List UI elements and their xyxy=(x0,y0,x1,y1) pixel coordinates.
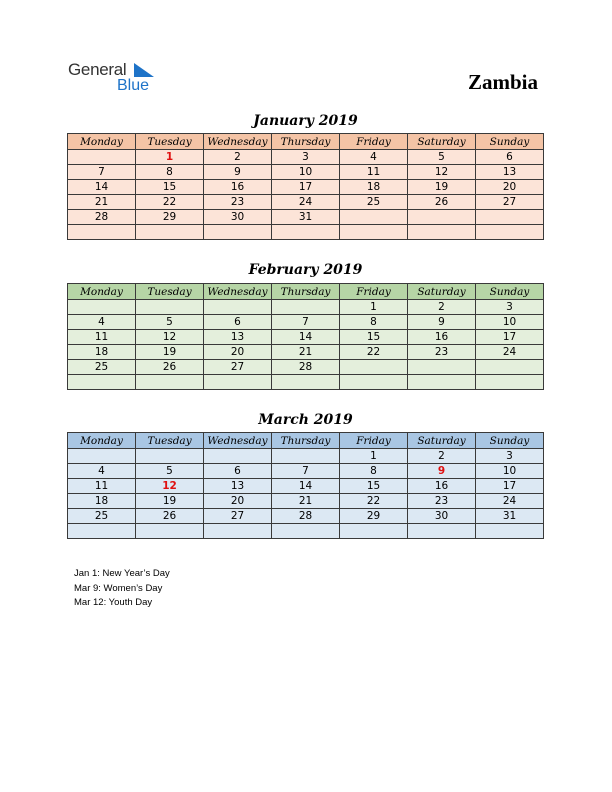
day-cell xyxy=(204,225,272,240)
week-row xyxy=(68,360,544,375)
day-cell xyxy=(136,300,204,315)
day-cell xyxy=(340,360,408,375)
weekday-header-row xyxy=(68,134,544,150)
day-cell: 15 xyxy=(340,330,408,345)
month-title-march: March 2019 xyxy=(258,412,353,428)
week-row xyxy=(68,509,544,524)
calendar-january xyxy=(67,133,544,240)
day-cell: 18 xyxy=(68,494,136,509)
weekday-header: Tuesday xyxy=(136,433,204,449)
weekday-header-row xyxy=(68,284,544,300)
day-cell xyxy=(204,449,272,464)
day-cell: 3 xyxy=(272,150,340,165)
calendar-february xyxy=(67,283,544,390)
day-cell: 31 xyxy=(272,210,340,225)
logo-text-blue: Blue xyxy=(117,77,150,94)
day-cell: 5 xyxy=(136,464,204,479)
day-cell xyxy=(340,225,408,240)
day-cell xyxy=(272,449,340,464)
day-cell: 21 xyxy=(68,195,136,210)
day-cell xyxy=(476,375,544,390)
holiday-note: Jan 1: New Year’s Day xyxy=(74,568,170,579)
day-cell: 7 xyxy=(272,315,340,330)
day-cell xyxy=(408,360,476,375)
day-cell xyxy=(272,524,340,539)
weekday-header: Wednesday xyxy=(204,284,272,300)
day-cell xyxy=(272,225,340,240)
day-cell: 25 xyxy=(68,360,136,375)
weekday-header: Monday xyxy=(68,284,136,300)
day-cell xyxy=(204,524,272,539)
day-cell: 25 xyxy=(340,195,408,210)
weekday-header: Sunday xyxy=(476,433,544,449)
day-cell: 13 xyxy=(204,479,272,494)
day-cell xyxy=(408,225,476,240)
week-row xyxy=(68,494,544,509)
week-row xyxy=(68,315,544,330)
weekday-header: Friday xyxy=(340,284,408,300)
day-cell: 31 xyxy=(476,509,544,524)
day-cell: 2 xyxy=(408,300,476,315)
month-title-february: February 2019 xyxy=(248,262,363,278)
day-cell: 29 xyxy=(340,509,408,524)
day-cell xyxy=(68,225,136,240)
week-row xyxy=(68,150,544,165)
week-row xyxy=(68,300,544,315)
day-cell: 5 xyxy=(136,315,204,330)
weekday-header: Saturday xyxy=(408,433,476,449)
week-row xyxy=(68,180,544,195)
day-cell: 24 xyxy=(272,195,340,210)
day-cell: 14 xyxy=(272,330,340,345)
day-cell: 25 xyxy=(68,509,136,524)
day-cell xyxy=(68,524,136,539)
logo-text-general: General xyxy=(68,60,127,79)
day-cell: 8 xyxy=(136,165,204,180)
week-row xyxy=(68,195,544,210)
day-cell xyxy=(340,210,408,225)
day-cell: 12 xyxy=(136,330,204,345)
day-cell: 30 xyxy=(408,509,476,524)
weekday-header: Saturday xyxy=(408,134,476,150)
day-cell: 22 xyxy=(340,345,408,360)
logo-triangle-icon xyxy=(134,63,154,77)
day-cell: 19 xyxy=(408,180,476,195)
day-cell: 4 xyxy=(68,315,136,330)
day-cell xyxy=(476,524,544,539)
day-cell: 23 xyxy=(204,195,272,210)
day-cell xyxy=(68,375,136,390)
day-cell: 1 xyxy=(340,449,408,464)
weekday-header: Wednesday xyxy=(204,433,272,449)
weekday-header: Saturday xyxy=(408,284,476,300)
day-cell: 28 xyxy=(272,360,340,375)
holiday-note: Mar 12: Youth Day xyxy=(74,597,153,608)
day-cell: 7 xyxy=(272,464,340,479)
day-cell: 27 xyxy=(204,509,272,524)
day-cell xyxy=(136,225,204,240)
day-cell: 10 xyxy=(476,315,544,330)
week-row xyxy=(68,524,544,539)
day-cell: 24 xyxy=(476,345,544,360)
day-cell: 1 xyxy=(136,150,204,165)
day-cell: 28 xyxy=(272,509,340,524)
week-row xyxy=(68,345,544,360)
weekday-header: Sunday xyxy=(476,134,544,150)
weekday-header: Thursday xyxy=(272,134,340,150)
day-cell: 8 xyxy=(340,315,408,330)
day-cell: 3 xyxy=(476,449,544,464)
day-cell: 29 xyxy=(136,210,204,225)
holiday-note: Mar 9: Women’s Day xyxy=(74,582,163,594)
weekday-header: Tuesday xyxy=(136,284,204,300)
day-cell: 20 xyxy=(204,494,272,509)
day-cell xyxy=(204,375,272,390)
week-row xyxy=(68,165,544,180)
week-row xyxy=(68,479,544,494)
weekday-header: Friday xyxy=(340,433,408,449)
day-cell: 24 xyxy=(476,494,544,509)
day-cell: 21 xyxy=(272,345,340,360)
day-cell: 11 xyxy=(68,330,136,345)
day-cell: 17 xyxy=(272,180,340,195)
weekday-header-row xyxy=(68,433,544,449)
day-cell: 8 xyxy=(340,464,408,479)
day-cell xyxy=(272,375,340,390)
day-cell: 14 xyxy=(272,479,340,494)
day-cell: 17 xyxy=(476,479,544,494)
day-cell xyxy=(204,300,272,315)
day-cell: 10 xyxy=(272,165,340,180)
day-cell: 15 xyxy=(340,479,408,494)
day-cell xyxy=(136,524,204,539)
weekday-header: Monday xyxy=(68,433,136,449)
day-cell xyxy=(340,375,408,390)
day-cell: 26 xyxy=(136,509,204,524)
weekday-header: Wednesday xyxy=(204,134,272,150)
week-row xyxy=(68,225,544,240)
day-cell xyxy=(68,150,136,165)
day-cell xyxy=(408,524,476,539)
day-cell: 18 xyxy=(340,180,408,195)
weekday-header: Thursday xyxy=(272,433,340,449)
day-cell: 19 xyxy=(136,494,204,509)
day-cell: 6 xyxy=(204,464,272,479)
day-cell: 20 xyxy=(476,180,544,195)
brand-logo xyxy=(68,60,168,96)
day-cell xyxy=(408,210,476,225)
day-cell: 9 xyxy=(408,315,476,330)
day-cell: 15 xyxy=(136,180,204,195)
day-cell: 23 xyxy=(408,345,476,360)
day-cell: 17 xyxy=(476,330,544,345)
day-cell: 9 xyxy=(204,165,272,180)
week-row xyxy=(68,449,544,464)
day-cell: 16 xyxy=(204,180,272,195)
month-title-january: January 2019 xyxy=(253,113,358,129)
day-cell: 28 xyxy=(68,210,136,225)
day-cell: 14 xyxy=(68,180,136,195)
day-cell xyxy=(476,210,544,225)
week-row xyxy=(68,210,544,225)
day-cell: 4 xyxy=(68,464,136,479)
day-cell xyxy=(136,375,204,390)
day-cell xyxy=(340,524,408,539)
day-cell: 20 xyxy=(204,345,272,360)
day-cell: 7 xyxy=(68,165,136,180)
day-cell xyxy=(272,300,340,315)
country-name: Zambia xyxy=(467,70,538,94)
day-cell: 16 xyxy=(408,330,476,345)
day-cell: 9 xyxy=(408,464,476,479)
day-cell: 4 xyxy=(340,150,408,165)
day-cell: 10 xyxy=(476,464,544,479)
day-cell: 21 xyxy=(272,494,340,509)
day-cell: 27 xyxy=(204,360,272,375)
day-cell: 11 xyxy=(68,479,136,494)
day-cell xyxy=(476,225,544,240)
day-cell: 30 xyxy=(204,210,272,225)
day-cell: 6 xyxy=(476,150,544,165)
day-cell: 22 xyxy=(136,195,204,210)
week-row xyxy=(68,330,544,345)
week-row xyxy=(68,464,544,479)
day-cell: 3 xyxy=(476,300,544,315)
day-cell: 23 xyxy=(408,494,476,509)
weekday-header: Friday xyxy=(340,134,408,150)
day-cell: 13 xyxy=(476,165,544,180)
day-cell: 2 xyxy=(204,150,272,165)
day-cell: 6 xyxy=(204,315,272,330)
week-row xyxy=(68,375,544,390)
day-cell xyxy=(408,375,476,390)
day-cell: 5 xyxy=(408,150,476,165)
day-cell: 19 xyxy=(136,345,204,360)
day-cell: 12 xyxy=(408,165,476,180)
day-cell: 27 xyxy=(476,195,544,210)
weekday-header: Sunday xyxy=(476,284,544,300)
calendar-march xyxy=(67,432,544,539)
holiday-list xyxy=(74,567,170,611)
weekday-header: Monday xyxy=(68,134,136,150)
day-cell: 26 xyxy=(136,360,204,375)
weekday-header: Tuesday xyxy=(136,134,204,150)
day-cell: 26 xyxy=(408,195,476,210)
day-cell xyxy=(68,449,136,464)
weekday-header: Thursday xyxy=(272,284,340,300)
day-cell: 1 xyxy=(340,300,408,315)
day-cell xyxy=(68,300,136,315)
day-cell: 11 xyxy=(340,165,408,180)
day-cell xyxy=(476,360,544,375)
day-cell xyxy=(136,449,204,464)
day-cell: 12 xyxy=(136,479,204,494)
day-cell: 2 xyxy=(408,449,476,464)
day-cell: 13 xyxy=(204,330,272,345)
day-cell: 18 xyxy=(68,345,136,360)
day-cell: 16 xyxy=(408,479,476,494)
day-cell: 22 xyxy=(340,494,408,509)
